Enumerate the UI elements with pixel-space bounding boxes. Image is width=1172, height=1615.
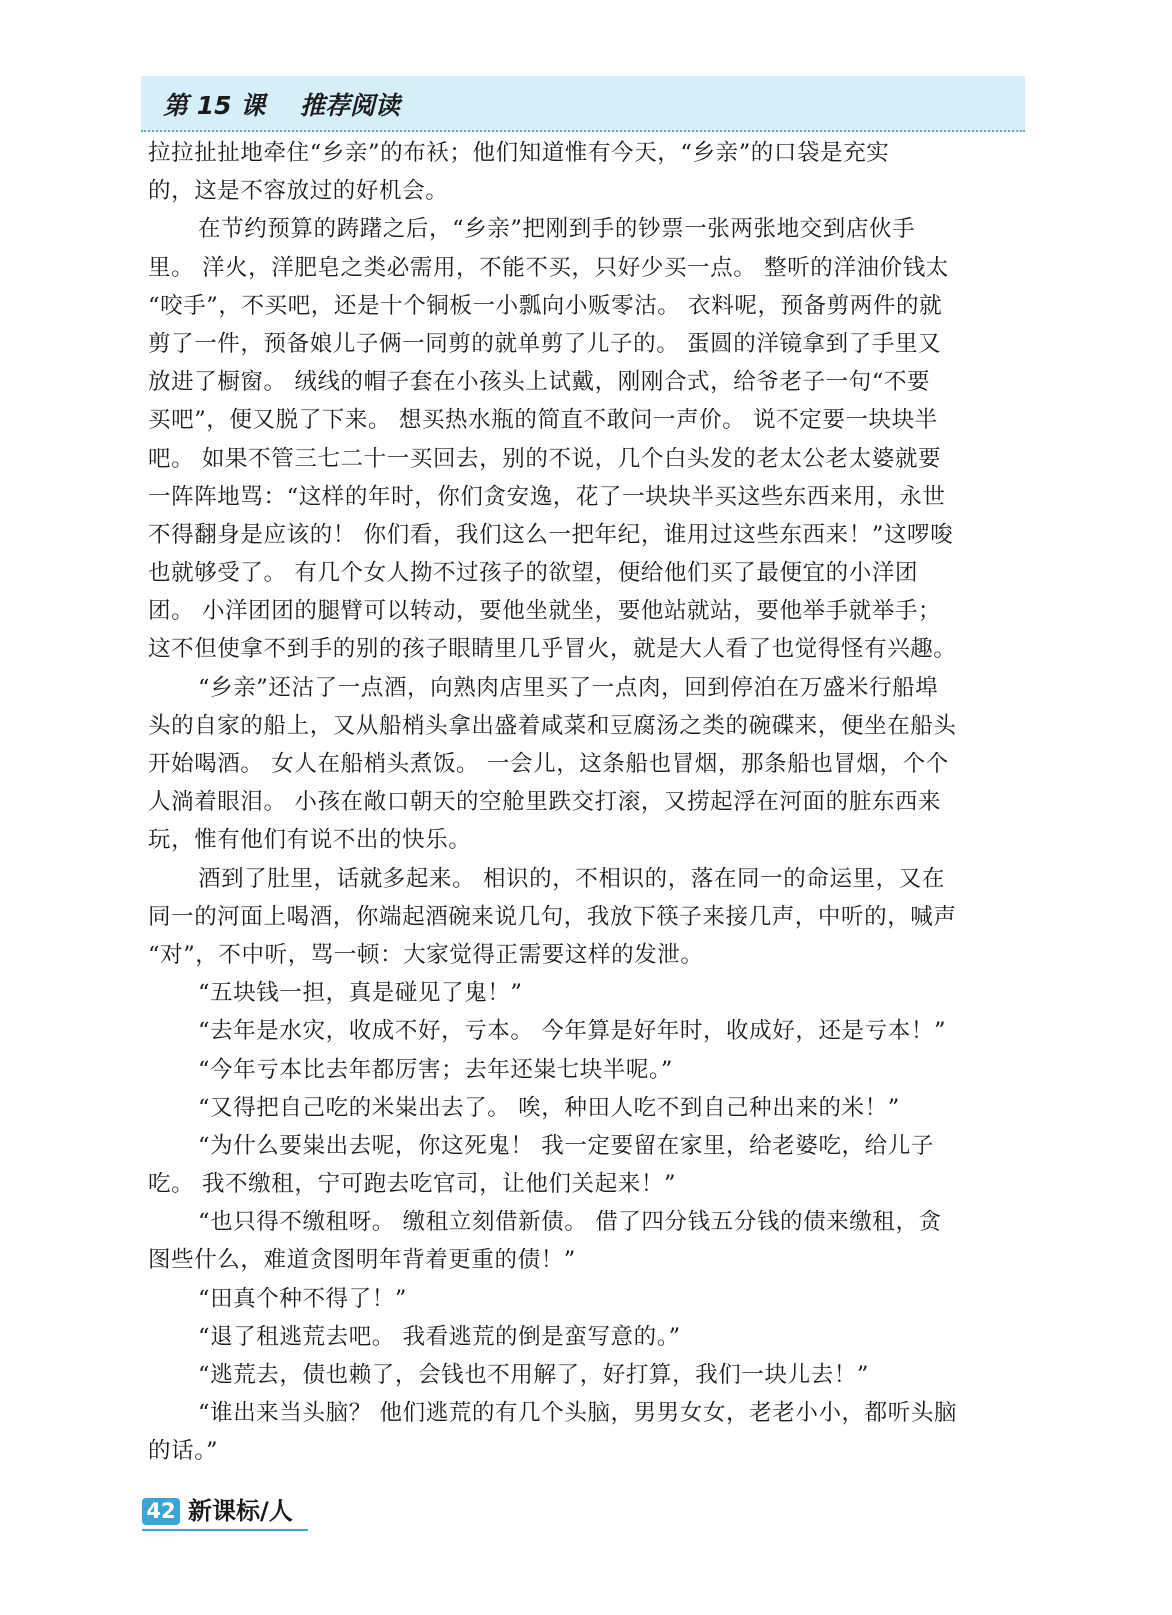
text-line: 头的自家的船上，又从船梢头拿出盛着咸菜和豆腐汤之类的碗碟来，便坐在船头: [148, 712, 957, 739]
text-line: “去年是水灾，收成不好，亏本。 今年算是好年时，收成好，还是亏本！”: [198, 1018, 947, 1045]
text-line: “又得把自己吃的米粜出去了。 唉，种田人吃不到自己种出来的米！”: [198, 1094, 900, 1121]
text-line: 开始喝酒。 女人在船梢头煮饭。 一会儿，这条船也冒烟，那条船也冒烟，个个: [148, 751, 949, 777]
text-line: 拉拉扯扯地牵住“乡亲”的布袄；他们知道惟有今天，“乡亲”的口袋是充实: [148, 140, 890, 166]
text-line: “今年亏本比去年都厉害；去年还粜七块半呢。”: [198, 1056, 673, 1083]
text-line: “乡亲”还沽了一点酒，向熟肉店里买了一点肉，回到停泊在万盛米行船埠: [198, 674, 939, 701]
page-footer: [142, 1495, 308, 1531]
text-line: “退了租逃荒去吧。 我看逃荒的倒是蛮写意的。”: [198, 1323, 681, 1350]
lesson-header: [141, 76, 1025, 132]
text-line: “五块钱一担，真是碰见了鬼！”: [198, 980, 523, 1007]
text-line: “咬手”，不买吧，还是十个铜板一小瓢向小贩零沽。 衣料呢，预备剪两件的就: [148, 292, 943, 319]
text-line: 买吧”，便又脱了下来。 想买热水瓶的简直不敢问一声价。 说不定要一块块半: [148, 407, 938, 434]
text-line: 的话。”: [148, 1438, 219, 1465]
text-line: “逃荒去，债也赖了，会钱也不用解了，好打算，我们一块儿去！”: [198, 1362, 870, 1388]
text-line: 酒到了肚里，话就多起来。 相识的，不相识的，落在同一的命运里，又在: [198, 865, 945, 892]
text-line: 放进了橱窗。 绒线的帽子套在小孩头上试戴，刚刚合式，给爷老子一句“不要: [148, 369, 931, 396]
text-line: 团。 小洋团团的腿臂可以转动，要他坐就坐，要他站就站，要他举手就举手；: [148, 598, 942, 625]
text-line: 人淌着眼泪。 小孩在敞口朝天的空舱里跌交打滚，又捞起浮在河面的脏东西来: [148, 789, 942, 816]
text-line: 吧。 如果不管三七二十一买回去，别的不说，几个白头发的老太公老太婆就要: [148, 445, 942, 472]
text-line: 在节约预算的踌躇之后，“乡亲”把刚到手的钞票一张两张地交到店伙手: [198, 216, 916, 243]
text-line: “对”，不中听，骂一顿：大家觉得正需要这样的发泄。: [148, 941, 704, 968]
text-line: “为什么要粜出去呢，你这死鬼！ 我一定要留在家里，给老婆吃，给儿子: [198, 1132, 934, 1159]
page-number-badge: 42: [142, 1498, 180, 1525]
text-line: 里。 洋火，洋肥皂之类必需用，不能不买，只好少买一点。 整听的洋油价钱太: [148, 254, 949, 281]
article-body: [148, 134, 1028, 1471]
text-line: 也就够受了。 有几个女人拗不过孩子的欲望，便给他们买了最便宜的小洋团: [148, 560, 919, 587]
text-line: 的，这是不容放过的好机会。: [148, 178, 449, 205]
lesson-title: 第 15 课 推荐阅读: [163, 91, 401, 120]
text-line: 剪了一件，预备娘儿子俩一同剪的就单剪了儿子的。 蛋圆的洋镜拿到了手里又: [148, 330, 942, 357]
text-line: 同一的河面上喝酒，你端起酒碗来说几句，我放下筷子来接几声，中听的，喊声: [148, 903, 957, 930]
text-line: 玩，惟有他们有说不出的快乐。: [148, 827, 472, 854]
footer-underline: [142, 1529, 308, 1531]
text-line: “田真个种不得了！”: [198, 1285, 408, 1312]
text-line: 不得翻身是应该的！ 你们看，我们这么一把年纪，谁用过这些东西来！”这啰唆: [148, 521, 954, 548]
text-line: “也只得不缴租呀。 缴租立刻借新债。 借了四分钱五分钱的债来缴租，贪: [198, 1209, 942, 1236]
series-label: 新课标/人: [188, 1497, 293, 1525]
text-line: 这不但使拿不到手的别的孩子眼睛里几乎冒火，就是大人看了也觉得怪有兴趣。: [148, 636, 957, 663]
text-line: “谁出来当头脑？ 他们逃荒的有几个头脑，男男女女，老老小小，都听头脑: [198, 1400, 958, 1427]
text-line: 图些什么，难道贪图明年背着更重的债！”: [148, 1247, 576, 1274]
text-line: 一阵阵地骂：“这样的年时，你们贪安逸，花了一块块半买这些东西来用，永世: [148, 483, 946, 510]
text-line: 吃。 我不缴租，宁可跑去吃官司，让他们关起来！”: [148, 1171, 677, 1198]
